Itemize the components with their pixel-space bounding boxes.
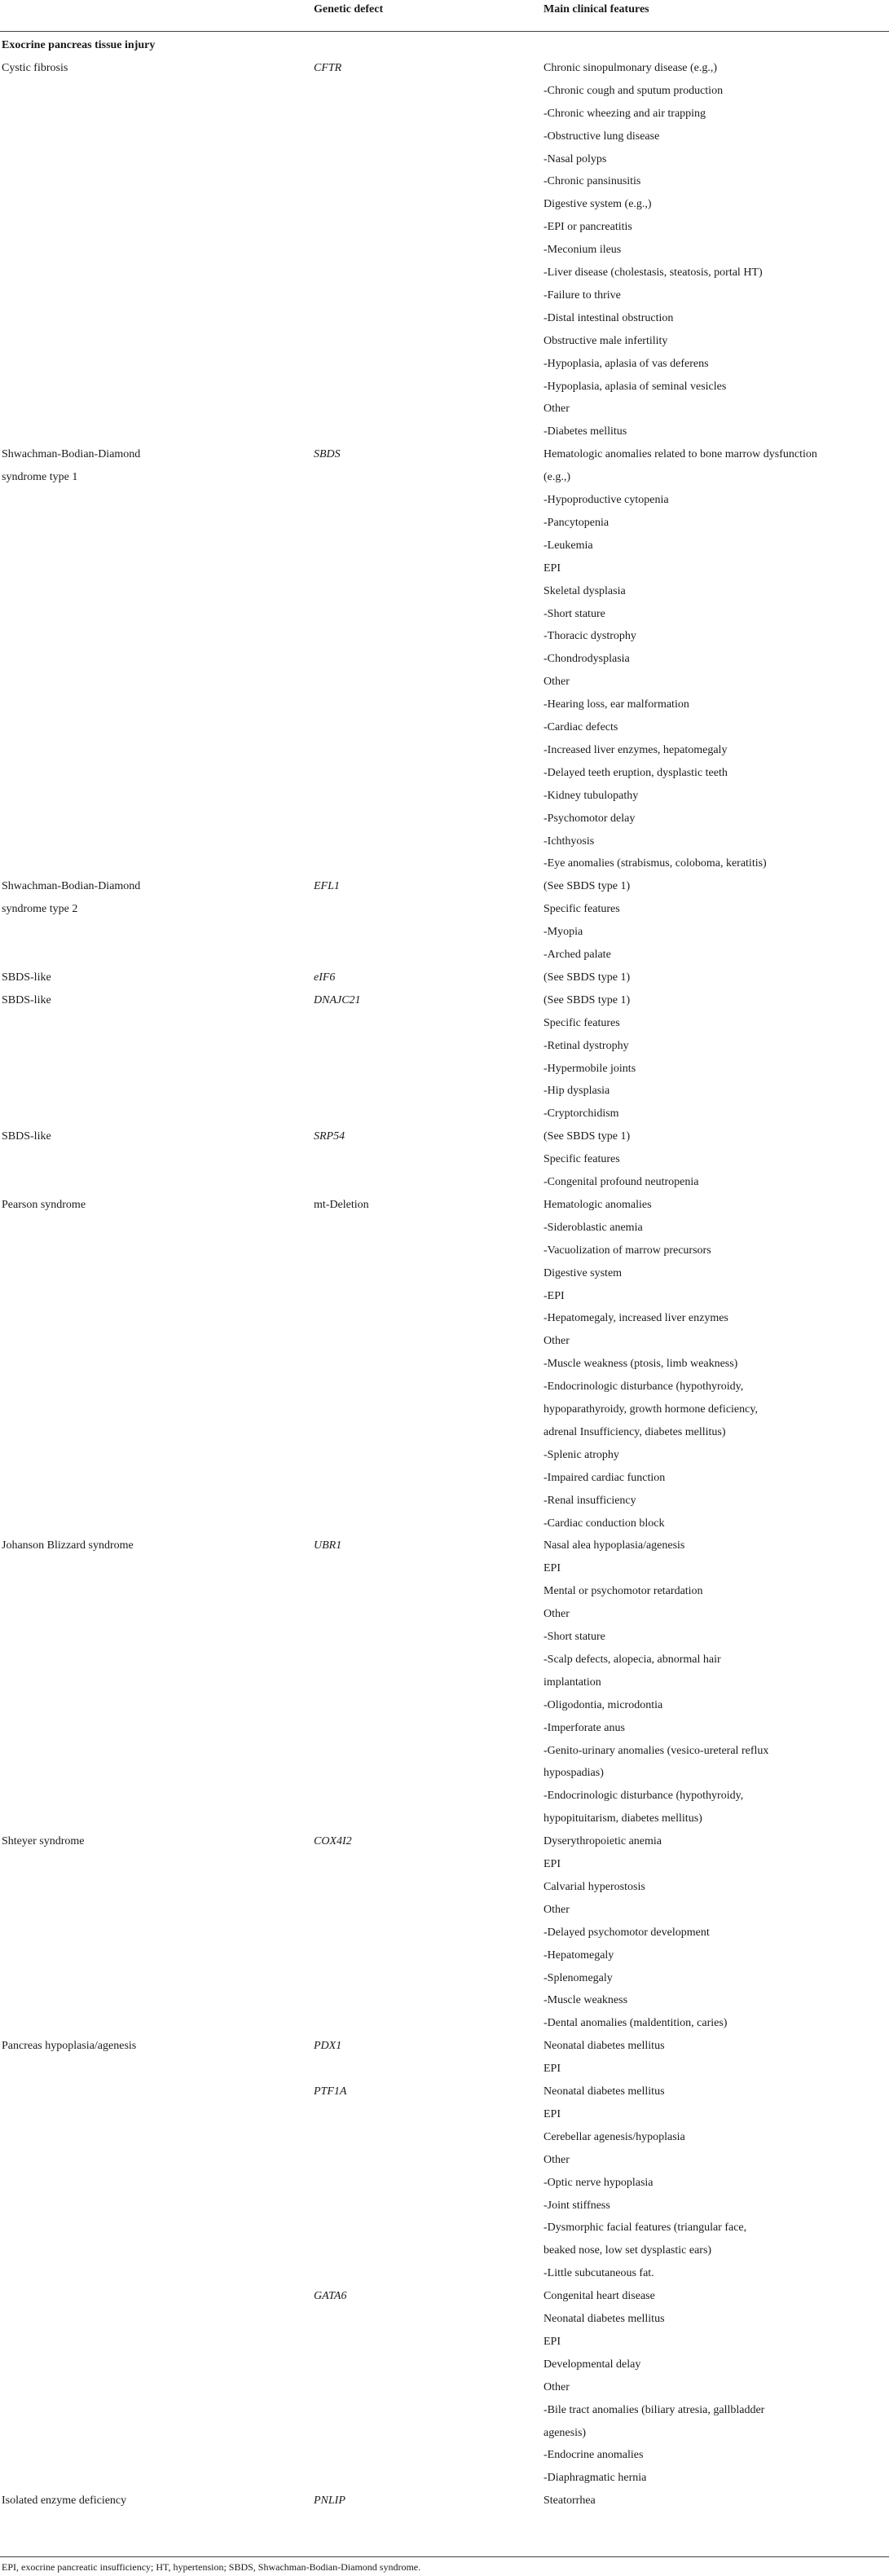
clinical-feature: Other <box>544 1335 570 1348</box>
genetic-defect: SBDS <box>314 448 341 461</box>
disease-name: syndrome type 2 <box>2 903 78 916</box>
table-header <box>0 0 889 32</box>
clinical-feature: EPI <box>544 2107 561 2120</box>
disease-name: SBDS-like <box>2 993 51 1006</box>
disease-name: SBDS-like <box>2 971 51 984</box>
clinical-feature: -Eye anomalies (strabismus, coloboma, keratitis) <box>544 857 767 870</box>
clinical-feature: -Chondrodysplasia <box>544 653 630 666</box>
clinical-feature: -EPI <box>544 1289 565 1302</box>
clinical-feature: Other <box>544 676 570 689</box>
clinical-feature: -Muscle weakness (ptosis, limb weakness) <box>544 1358 738 1371</box>
clinical-feature: -Optic nerve hypoplasia <box>544 2176 654 2189</box>
clinical-feature: -Psychomotor delay <box>544 812 636 825</box>
clinical-feature: -Little subcutaneous fat. <box>544 2267 654 2280</box>
clinical-feature: -Leukemia <box>544 539 593 552</box>
clinical-feature: Skeletal dysplasia <box>544 584 626 597</box>
clinical-feature: -Diaphragmatic hernia <box>544 2472 647 2485</box>
clinical-feature: Hematologic anomalies related to bone marrow dysfunction <box>544 448 817 461</box>
genetic-defect: eIF6 <box>314 971 336 984</box>
genetic-defect: DNAJC21 <box>314 993 361 1006</box>
clinical-feature: -Kidney tubulopathy <box>544 789 639 802</box>
clinical-feature: beaked nose, low set dysplastic ears) <box>544 2244 712 2257</box>
clinical-feature: -Hypoproductive cytopenia <box>544 494 669 506</box>
clinical-feature: Cerebellar agenesis/hypoplasia <box>544 2130 685 2143</box>
clinical-feature: -Short stature <box>544 607 605 620</box>
clinical-feature: -Chronic pansinusitis <box>544 175 641 188</box>
clinical-feature: Specific features <box>544 1016 620 1029</box>
clinical-feature: Other <box>544 1903 570 1916</box>
clinical-feature: -Chronic wheezing and air trapping <box>544 107 706 120</box>
disease-name: Shwachman-Bodian-Diamond <box>2 880 141 893</box>
clinical-feature: (See SBDS type 1) <box>544 880 631 893</box>
disease-name: Shteyer syndrome <box>2 1835 85 1848</box>
clinical-feature: -Splenomegaly <box>544 1971 613 1984</box>
clinical-feature: Nasal alea hypoplasia/agenesis <box>544 1539 685 1552</box>
clinical-feature: EPI <box>544 561 561 575</box>
genetic-defect: PTF1A <box>314 2085 347 2098</box>
disease-name: SBDS-like <box>2 1130 51 1143</box>
clinical-feature: EPI <box>544 2063 561 2076</box>
clinical-feature: -EPI or pancreatitis <box>544 221 632 234</box>
clinical-feature: Digestive system (e.g.,) <box>544 198 652 211</box>
clinical-feature: EPI <box>544 2335 561 2348</box>
header-col-genetic-defect: Genetic defect <box>314 3 384 15</box>
clinical-feature: implantation <box>544 1676 601 1689</box>
clinical-feature: (See SBDS type 1) <box>544 971 631 984</box>
clinical-feature: hypopituitarism, diabetes mellitus) <box>544 1812 702 1825</box>
clinical-feature: -Liver disease (cholestasis, steatosis, portal HT) <box>544 266 763 279</box>
clinical-feature: -Hypoplasia, aplasia of seminal vesicles <box>544 380 727 393</box>
table-bottom-rule <box>0 2556 889 2557</box>
clinical-feature: -Chronic cough and sputum production <box>544 84 724 97</box>
clinical-feature: Neonatal diabetes mellitus <box>544 2313 665 2325</box>
clinical-feature: -Delayed teeth eruption, dysplastic teeth <box>544 766 728 779</box>
disease-name: Johanson Blizzard syndrome <box>2 1539 134 1552</box>
clinical-feature: Neonatal diabetes mellitus <box>544 2085 665 2098</box>
clinical-feature: Chronic sinopulmonary disease (e.g.,) <box>544 61 718 74</box>
clinical-feature: Calvarial hyperostosis <box>544 1880 645 1893</box>
clinical-feature: -Splenic atrophy <box>544 1448 619 1461</box>
clinical-feature: -Delayed psychomotor development <box>544 1926 710 1939</box>
clinical-feature: -Hearing loss, ear malformation <box>544 698 689 711</box>
disease-name: Pearson syndrome <box>2 1198 86 1211</box>
disease-name: Pancreas hypoplasia/agenesis <box>2 2040 137 2053</box>
genetic-defect: EFL1 <box>314 880 340 893</box>
genetic-defect: CFTR <box>314 61 342 74</box>
clinical-feature: Neonatal diabetes mellitus <box>544 2040 665 2053</box>
clinical-feature: Congenital heart disease <box>544 2290 655 2303</box>
clinical-feature: Other <box>544 403 570 416</box>
genetic-defect: GATA6 <box>314 2290 347 2303</box>
clinical-feature: -Obstructive lung disease <box>544 130 660 143</box>
clinical-feature: -Hepatomegaly, increased liver enzymes <box>544 1312 728 1325</box>
clinical-feature: -Oligodontia, microdontia <box>544 1698 663 1711</box>
clinical-feature: -Endocrinologic disturbance (hypothyroidy, <box>544 1380 744 1394</box>
clinical-feature: Steatorrhea <box>544 2495 596 2508</box>
clinical-feature: Hematologic anomalies <box>544 1198 652 1211</box>
clinical-feature: -Joint stiffness <box>544 2199 610 2212</box>
clinical-feature: -Endocrinologic disturbance (hypothyroidy, <box>544 1790 744 1803</box>
clinical-feature: -Nasal polyps <box>544 152 607 165</box>
clinical-feature: Dyserythropoietic anemia <box>544 1835 662 1848</box>
clinical-feature: Other <box>544 2380 570 2393</box>
clinical-feature: Obstructive male infertility <box>544 334 668 347</box>
clinical-feature: -Meconium ileus <box>544 244 622 257</box>
disease-name: Isolated enzyme deficiency <box>2 2495 127 2508</box>
clinical-feature: -Endocrine anomalies <box>544 2449 644 2462</box>
clinical-feature: adrenal Insufficiency, diabetes mellitus) <box>544 1425 726 1438</box>
clinical-feature: Specific features <box>544 1153 620 1166</box>
clinical-feature: hypoparathyroidy, growth hormone deficiency, <box>544 1403 758 1416</box>
clinical-feature: -Dental anomalies (maldentition, caries) <box>544 2017 728 2030</box>
clinical-feature: -Pancytopenia <box>544 516 610 529</box>
clinical-feature: Other <box>544 2153 570 2166</box>
clinical-feature: -Cardiac conduction block <box>544 1517 665 1530</box>
clinical-feature: (e.g.,) <box>544 471 571 484</box>
clinical-feature: -Arched palate <box>544 949 611 961</box>
clinical-feature: -Impaired cardiac function <box>544 1471 666 1484</box>
clinical-feature: -Muscle weakness <box>544 1994 628 2007</box>
disease-name: Cystic fibrosis <box>2 61 68 74</box>
clinical-feature: -Diabetes mellitus <box>544 425 627 438</box>
clinical-feature: Developmental delay <box>544 2358 641 2371</box>
clinical-feature: -Genito-urinary anomalies (vesico-ureteral reflux <box>544 1744 769 1757</box>
genetic-defect: PDX1 <box>314 2040 342 2053</box>
clinical-feature: -Bile tract anomalies (biliary atresia, gallbladder <box>544 2403 765 2416</box>
clinical-feature: -Congenital profound neutropenia <box>544 1176 699 1188</box>
clinical-feature: -Sideroblastic anemia <box>544 1221 643 1234</box>
genetic-defect: COX4I2 <box>314 1835 352 1848</box>
clinical-feature: -Scalp defects, alopecia, abnormal hair <box>544 1653 721 1666</box>
clinical-feature: Specific features <box>544 903 620 916</box>
clinical-feature: -Ichthyosis <box>544 834 595 848</box>
clinical-feature: EPI <box>544 1858 561 1870</box>
clinical-feature: Mental or psychomotor retardation <box>544 1585 703 1598</box>
genetic-defect: PNLIP <box>314 2495 345 2508</box>
clinical-feature: -Hip dysplasia <box>544 1085 610 1098</box>
clinical-feature: Other <box>544 1608 570 1621</box>
clinical-feature: -Short stature <box>544 1631 605 1643</box>
clinical-feature: -Thoracic dystrophy <box>544 630 636 643</box>
section-heading: Exocrine pancreas tissue injury <box>2 39 156 51</box>
clinical-feature: -Distal intestinal obstruction <box>544 311 674 324</box>
disease-name: Shwachman-Bodian-Diamond <box>2 448 141 461</box>
table-footnote: EPI, exocrine pancreatic insufficiency; HT, hypertension; SBDS, Shwachman-Bodian-Diamond syndrome. <box>2 2561 421 2573</box>
clinical-feature: (See SBDS type 1) <box>544 993 631 1006</box>
clinical-feature: -Dysmorphic facial features (triangular face, <box>544 2222 747 2235</box>
clinical-feature: -Cardiac defects <box>544 721 618 733</box>
clinical-feature: -Hypoplasia, aplasia of vas deferens <box>544 357 709 370</box>
clinical-feature: -Hypermobile joints <box>544 1062 636 1075</box>
clinical-feature: agenesis) <box>544 2426 587 2439</box>
clinical-feature: EPI <box>544 1562 561 1575</box>
clinical-feature: -Retinal dystrophy <box>544 1039 629 1052</box>
clinical-feature: (See SBDS type 1) <box>544 1130 631 1143</box>
clinical-feature: -Imperforate anus <box>544 1721 625 1734</box>
disease-name: syndrome type 1 <box>2 471 78 484</box>
header-col-clinical-features: Main clinical features <box>544 3 649 15</box>
clinical-feature: -Increased liver enzymes, hepatomegaly <box>544 743 728 756</box>
clinical-feature: -Renal insufficiency <box>544 1494 636 1507</box>
clinical-feature: -Failure to thrive <box>544 288 621 302</box>
genetic-defect: mt-Deletion <box>314 1198 369 1211</box>
genetic-defect: UBR1 <box>314 1539 342 1552</box>
clinical-feature: -Vacuolization of marrow precursors <box>544 1244 711 1257</box>
clinical-feature: hypospadias) <box>544 1767 604 1780</box>
genetic-defect: SRP54 <box>314 1130 345 1143</box>
clinical-feature: -Myopia <box>544 926 583 939</box>
clinical-feature: Digestive system <box>544 1266 623 1279</box>
clinical-feature: -Cryptorchidism <box>544 1107 619 1121</box>
clinical-feature: -Hepatomegaly <box>544 1949 614 1962</box>
